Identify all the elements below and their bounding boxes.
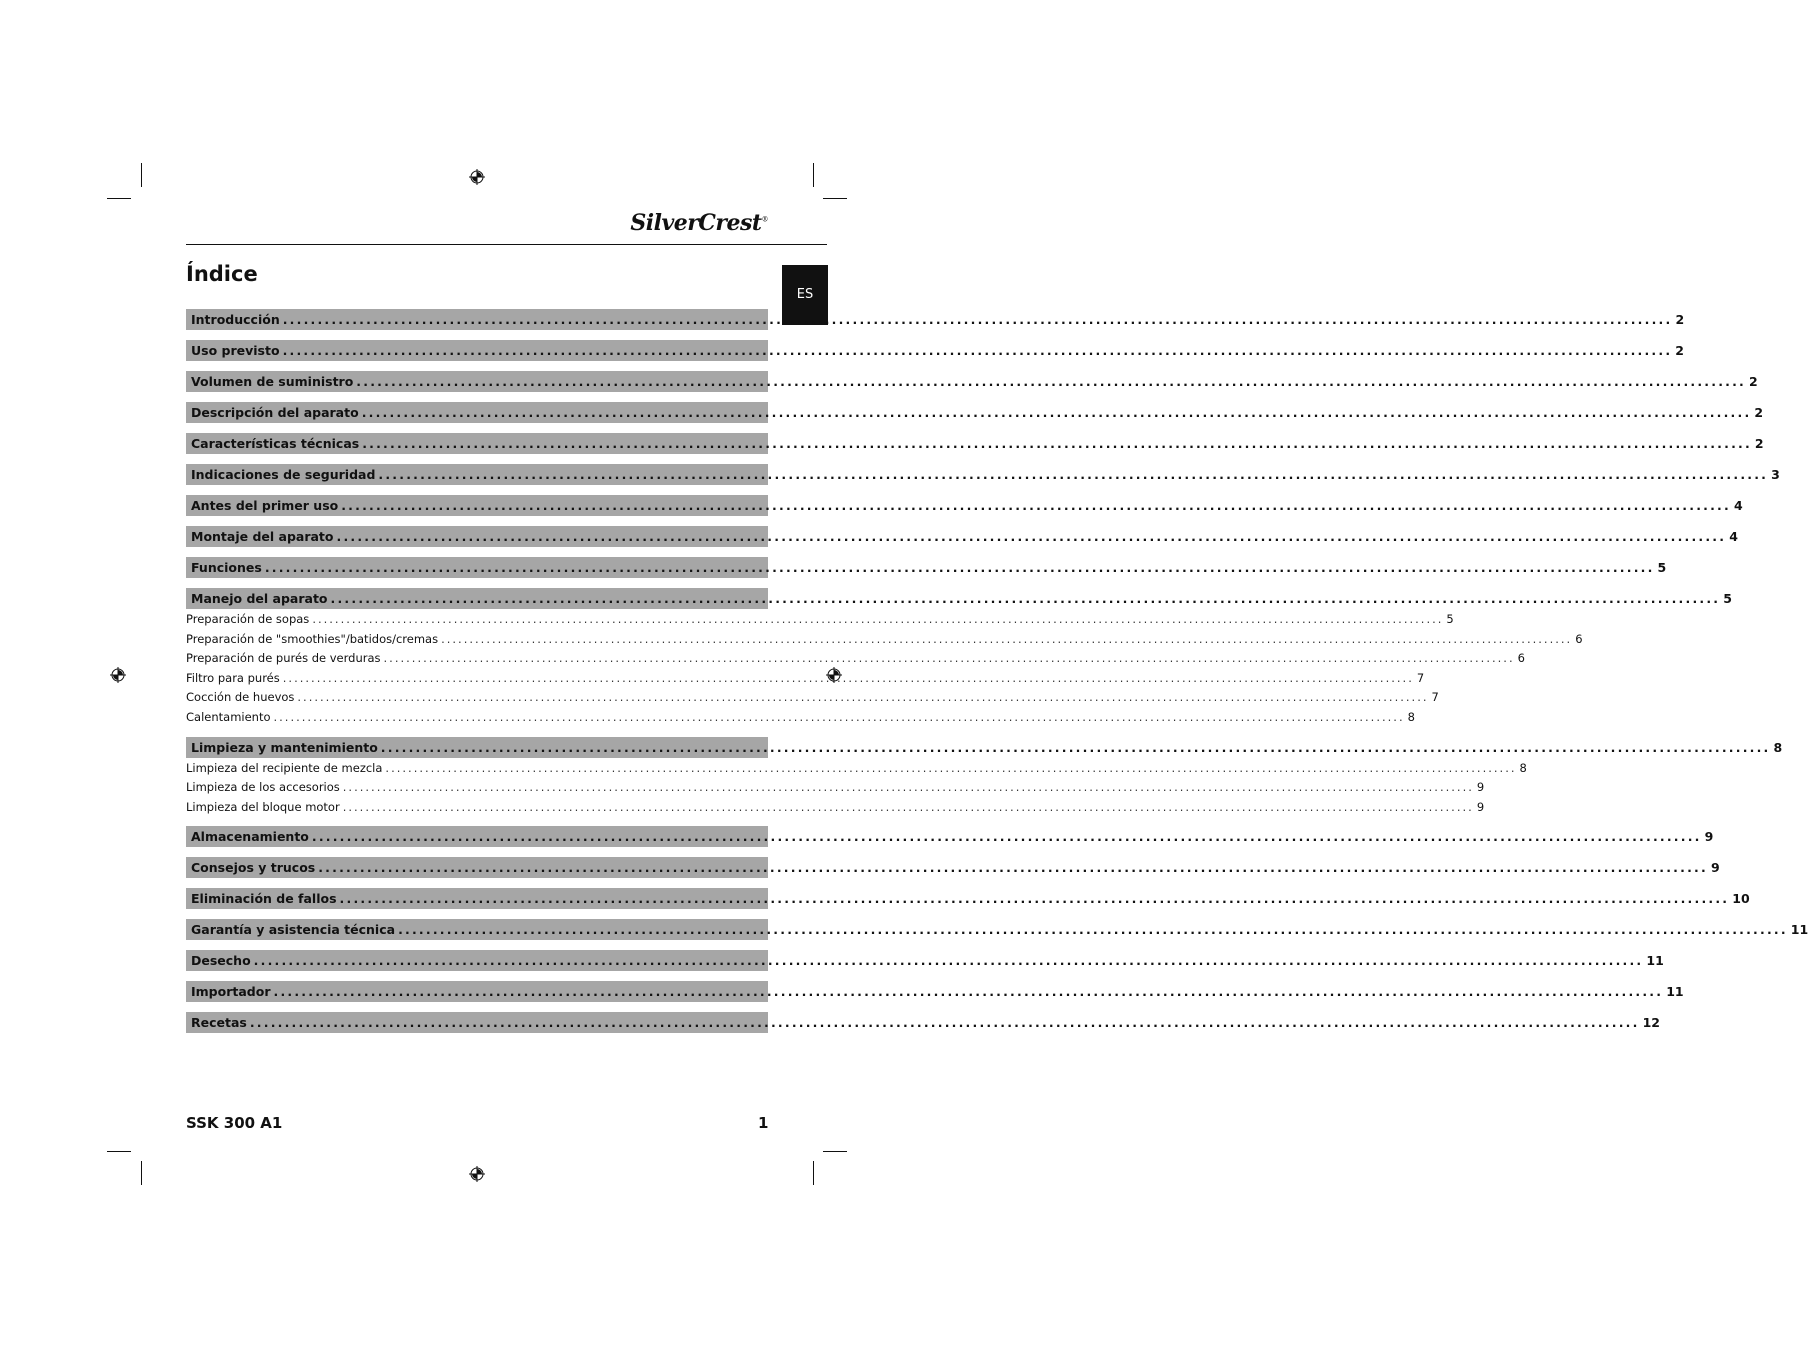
toc-subsection[interactable] bbox=[186, 759, 1527, 779]
toc-leader-dots: ........................................................................................................................................................................................................ bbox=[385, 760, 1517, 775]
toc-page-number: 4 bbox=[1733, 498, 1743, 513]
toc-page-number: 5 bbox=[1657, 560, 1667, 575]
toc-leader-dots: ........................................................................................................................................................................................................ bbox=[282, 312, 1673, 327]
toc-section[interactable] bbox=[186, 340, 1684, 361]
page-title: Índice bbox=[186, 262, 258, 286]
toc-title: Indicaciones de seguridad bbox=[191, 467, 376, 482]
toc-leader-dots: ........................................................................................................................................................................................................ bbox=[356, 374, 1747, 389]
toc-section[interactable] bbox=[186, 950, 1664, 971]
toc-page-number: 5 bbox=[1446, 612, 1454, 626]
toc-leader-dots: ........................................................................................................................................................................................................ bbox=[273, 984, 1664, 1000]
header-rule bbox=[186, 244, 827, 245]
toc-section[interactable] bbox=[186, 1012, 1660, 1033]
toc-subsection[interactable] bbox=[186, 610, 1454, 630]
registration-mark-icon bbox=[469, 169, 485, 185]
table-of-contents bbox=[186, 309, 1808, 1033]
toc-page-number: 6 bbox=[1517, 651, 1525, 666]
toc-page-number: 9 bbox=[1710, 860, 1720, 876]
crop-mark bbox=[107, 1151, 131, 1152]
crop-mark bbox=[813, 163, 814, 187]
toc-title: Volumen de suministro bbox=[191, 374, 354, 389]
toc-leader-dots: ........................................................................................................................................................................................................ bbox=[264, 560, 1655, 575]
toc-title: Uso previsto bbox=[191, 343, 280, 358]
toc-leader-dots: ........................................................................................................................................................................................................ bbox=[273, 709, 1405, 724]
toc-leader-dots: ........................................................................................................................................................................................................ bbox=[282, 343, 1673, 358]
toc-title: Descripción del aparato bbox=[191, 405, 359, 420]
toc-subsection[interactable] bbox=[186, 798, 1485, 818]
toc-page-number: 4 bbox=[1729, 529, 1738, 544]
toc-section[interactable] bbox=[186, 526, 1738, 547]
toc-leader-dots: ........................................................................................................................................................................................................ bbox=[253, 953, 1644, 969]
toc-leader-dots: ........................................................................................................................................................................................................ bbox=[378, 467, 1769, 482]
toc-title: Almacenamiento bbox=[191, 829, 309, 845]
toc-title: Montaje del aparato bbox=[191, 529, 334, 544]
toc-section[interactable] bbox=[186, 888, 1750, 909]
toc-subsection[interactable] bbox=[186, 708, 1415, 728]
toc-page-number: 2 bbox=[1754, 436, 1764, 451]
toc-title: Preparación de purés de verduras bbox=[186, 651, 381, 666]
toc-section[interactable] bbox=[186, 433, 1764, 454]
toc-section[interactable] bbox=[186, 919, 1808, 940]
toc-section[interactable] bbox=[186, 857, 1720, 878]
crop-mark bbox=[141, 1161, 142, 1185]
toc-leader-dots: ........................................................................................................................................................................................................ bbox=[339, 891, 1730, 907]
language-tab: ES bbox=[782, 265, 828, 325]
toc-page-number: 2 bbox=[1754, 405, 1764, 420]
toc-page-number: 8 bbox=[1407, 709, 1415, 724]
toc-leader-dots: ........................................................................................................................................................................................................ bbox=[380, 739, 1771, 755]
toc-subsection[interactable] bbox=[186, 688, 1439, 708]
toc-page-number: 9 bbox=[1476, 780, 1485, 795]
toc-title: Limpieza y mantenimiento bbox=[191, 739, 378, 755]
toc-title: Eliminación de fallos bbox=[191, 891, 337, 907]
toc-title: Consejos y trucos bbox=[191, 860, 316, 876]
toc-subsection[interactable] bbox=[186, 669, 1425, 689]
toc-leader-dots: ........................................................................................................................................................................................................ bbox=[297, 690, 1429, 705]
toc-page-number: 2 bbox=[1675, 343, 1684, 358]
toc-title: Características técnicas bbox=[191, 436, 360, 451]
toc-title: Manejo del aparato bbox=[191, 591, 328, 606]
toc-title: Introducción bbox=[191, 312, 280, 327]
toc-leader-dots: ........................................................................................................................................................................................................ bbox=[336, 529, 1727, 544]
toc-page-number: 8 bbox=[1773, 739, 1783, 755]
toc-leader-dots: ........................................................................................................................................................................................................ bbox=[249, 1015, 1640, 1031]
toc-title: Calentamiento bbox=[186, 709, 271, 724]
page-number: 1 bbox=[758, 1114, 769, 1132]
toc-leader-dots: ........................................................................................................................................................................................................ bbox=[318, 860, 1708, 876]
toc-section[interactable] bbox=[186, 737, 1783, 758]
toc-page-number: 6 bbox=[1575, 631, 1583, 646]
toc-section[interactable] bbox=[186, 371, 1758, 392]
toc-leader-dots: ........................................................................................................................................................................................................ bbox=[398, 922, 1788, 938]
crop-mark bbox=[141, 163, 142, 187]
toc-page-number: 7 bbox=[1416, 670, 1425, 685]
toc-leader-dots: ........................................................................................................................................................................................................ bbox=[361, 405, 1752, 420]
toc-section[interactable] bbox=[186, 588, 1732, 609]
toc-title: Cocción de huevos bbox=[186, 690, 295, 705]
toc-section[interactable] bbox=[186, 495, 1743, 516]
toc-title: Limpieza del bloque motor bbox=[186, 799, 340, 814]
crop-mark bbox=[823, 1151, 847, 1152]
toc-leader-dots: ........................................................................................................................................................................................................ bbox=[383, 651, 1515, 666]
toc-title: Desecho bbox=[191, 953, 251, 969]
toc-leader-dots: ........................................................................................................................................................................................................ bbox=[282, 670, 1414, 685]
toc-leader-dots: ........................................................................................................................................................................................................ bbox=[362, 436, 1752, 451]
toc-title: Importador bbox=[191, 984, 271, 1000]
toc-page-number: 3 bbox=[1771, 467, 1780, 482]
toc-page-number: 9 bbox=[1704, 829, 1714, 845]
toc-title: Garantía y asistencia técnica bbox=[191, 922, 396, 938]
crop-mark bbox=[823, 198, 847, 199]
registration-mark-icon bbox=[110, 667, 126, 683]
toc-title: Funciones bbox=[191, 560, 262, 575]
toc-section[interactable] bbox=[186, 557, 1667, 578]
toc-title: Limpieza de los accesorios bbox=[186, 780, 340, 795]
toc-page-number: 2 bbox=[1749, 374, 1758, 389]
model-number: SSK 300 A1 bbox=[186, 1114, 283, 1132]
toc-subsection[interactable] bbox=[186, 649, 1525, 669]
toc-section[interactable] bbox=[186, 309, 1685, 330]
toc-section[interactable] bbox=[186, 402, 1764, 423]
brand-logo: SilverCrest® bbox=[630, 210, 768, 236]
toc-page-number: 7 bbox=[1431, 690, 1439, 705]
toc-leader-dots: ........................................................................................................................................................................................................ bbox=[441, 631, 1573, 646]
toc-leader-dots: ........................................................................................................................................................................................................ bbox=[341, 498, 1731, 513]
toc-page-number: 11 bbox=[1666, 984, 1684, 1000]
toc-page-number: 9 bbox=[1476, 799, 1485, 814]
crop-mark bbox=[107, 198, 131, 199]
registration-mark-icon bbox=[469, 1166, 485, 1182]
toc-leader-dots: ........................................................................................................................................................................................................ bbox=[342, 799, 1474, 814]
toc-title: Antes del primer uso bbox=[191, 498, 339, 513]
toc-leader-dots: ........................................................................................................................................................................................................ bbox=[311, 829, 1702, 845]
toc-title: Recetas bbox=[191, 1015, 247, 1031]
toc-subsection[interactable] bbox=[186, 778, 1485, 798]
toc-title: Limpieza del recipiente de mezcla bbox=[186, 760, 383, 775]
toc-page-number: 10 bbox=[1732, 891, 1750, 907]
toc-page-number: 2 bbox=[1675, 312, 1685, 327]
toc-title: Filtro para purés bbox=[186, 670, 280, 685]
toc-leader-dots: ........................................................................................................................................................................................................ bbox=[342, 780, 1474, 795]
toc-leader-dots: ........................................................................................................................................................................................................ bbox=[330, 591, 1721, 606]
toc-leader-dots: ........................................................................................................................................................................................................ bbox=[312, 612, 1444, 626]
toc-section[interactable] bbox=[186, 981, 1684, 1002]
toc-section[interactable] bbox=[186, 826, 1714, 847]
toc-title: Preparación de sopas bbox=[186, 612, 310, 626]
toc-page-number: 8 bbox=[1519, 760, 1527, 775]
toc-subsection[interactable] bbox=[186, 630, 1583, 650]
toc-page-number: 11 bbox=[1646, 953, 1664, 969]
toc-section[interactable] bbox=[186, 464, 1780, 485]
toc-page-number: 11 bbox=[1790, 922, 1808, 938]
toc-page-number: 12 bbox=[1642, 1015, 1660, 1031]
toc-page-number: 5 bbox=[1723, 591, 1732, 606]
crop-mark bbox=[813, 1161, 814, 1185]
toc-title: Preparación de "smoothies"/batidos/cremas bbox=[186, 631, 439, 646]
